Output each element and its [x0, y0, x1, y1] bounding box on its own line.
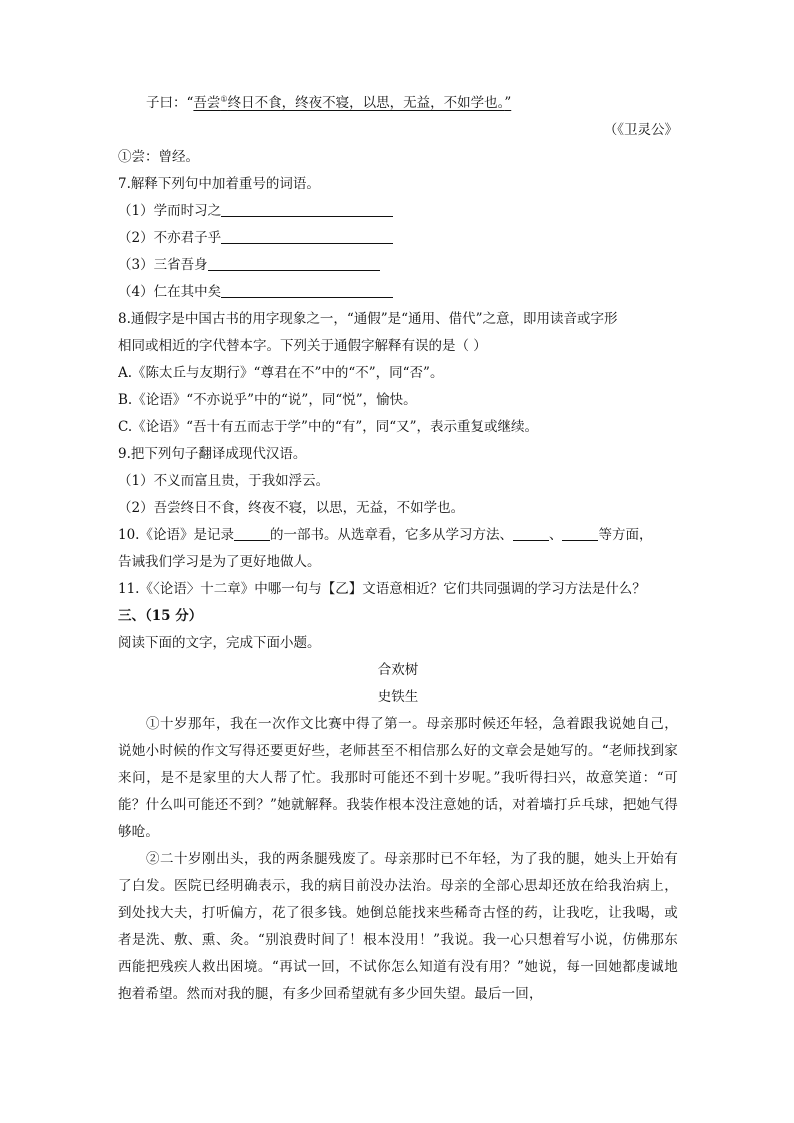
- document-page: [118, 90, 678, 1008]
- q7-item-4-text: （4）仁在其中矣: [118, 284, 222, 300]
- article-paragraph-2: ②二十岁刚出头，我的两条腿残废了。母亲那时已不年轻，为了我的腿，她头上开始有了白发。医院已经明确表示，我的病目前没办法治。母亲的全部心思却还放在给我治病上，到处找大夫，打听偏方，花了很多钱。她倒总能找来些稀奇古怪的药，让我吃，让我喝，或者是洗、敷、熏、灸。“别浪费时间了！根本没用！”我说。我一心只想着写小说，仿佛那东西能把残疾人救出困境。“再试一回，不试你怎么知道有没有用？”她说，每一回她都虔诚地抱着希望。然而对我的腿，有多少回希望就有多少回失望。最后一回，: [118, 851, 678, 1002]
- q7-item-2-text: （2）不亦君子乎: [118, 230, 222, 246]
- answer-blank[interactable]: [234, 524, 270, 541]
- section-heading: 三、（15 分）: [118, 608, 203, 624]
- q7-item-1-text: （1）学而时习之: [118, 203, 222, 219]
- section-instruction: 阅读下面的文字，完成下面小题。: [118, 635, 321, 651]
- q9-item-2: （2）吾尝终日不食，终夜不寝，以思，无益，不如学也。: [118, 500, 465, 516]
- q8-stem-line-1: 8.通假字是中国古书的用字现象之一，“通假”是“通用、借代”之意，即用读音或字形: [118, 311, 618, 327]
- q10-part-3: 、: [548, 527, 563, 543]
- q7-item-4: [118, 279, 678, 306]
- q7-item-2: [118, 225, 678, 252]
- article-paragraph-1: ①十岁那年，我在一次作文比赛中得了第一。母亲那时候还年轻，急着跟我说她自己，说她小时候的作文写得还要更好些，老师甚至不相信那么好的文章会是她写的。“老师找到家来问，是不是家里的大人帮了忙。我那时可能还不到十岁呢。”我听得扫兴，故意笑道：“可能？什么叫可能还不到？”她就解释。我装作根本没注意她的话，对着墙打乒乓球，把她气得够呛。: [118, 716, 678, 840]
- q10-part-1: 10.《论语》是记录: [118, 527, 234, 543]
- q8-option-b: B.《论语》“不亦说乎”中的“说”，同“悦”，愉快。: [118, 392, 417, 408]
- answer-blank[interactable]: [221, 200, 393, 217]
- q9-item-1: （1）不义而富且贵，于我如浮云。: [118, 473, 330, 489]
- q11-stem: 11.《〈论语〉十二章》中哪一句与【乙】文语意相近？它们共同强调的学习方法是什么？: [118, 581, 646, 597]
- q10-part-2: 的一部书。从选章看，它多从学习方法、: [269, 527, 513, 543]
- footnote-mark: ①: [220, 94, 228, 104]
- q8-option-a: A.《陈太丘与友期行》“尊君在不”中的“不”，同“否”。: [118, 365, 444, 381]
- answer-blank[interactable]: [208, 254, 380, 271]
- answer-blank[interactable]: [221, 281, 393, 298]
- quote-underlined-text: [193, 95, 511, 111]
- q9-stem: 9.把下列句子翻译成现代汉语。: [118, 446, 307, 462]
- q10-part-4: 等方面，: [598, 527, 653, 543]
- answer-blank[interactable]: [562, 524, 598, 541]
- q7-item-3-text: （3）三省吾身: [118, 257, 208, 273]
- q8-option-c: C.《论语》“吾十有五而志于学”中的“有”，同“又”，表示重复或继续。: [118, 419, 539, 435]
- answer-blank[interactable]: [513, 524, 549, 541]
- quote-source: （《卫灵公》: [603, 122, 678, 138]
- q7-stem: 7.解释下列句中加着重号的词语。: [118, 176, 320, 192]
- article-author: 史铁生: [377, 689, 419, 705]
- answer-blank[interactable]: [221, 227, 393, 244]
- q10-line-2: 告诫我们学习是为了更好地做人。: [118, 554, 321, 570]
- quote-prefix: 子曰：“: [146, 95, 194, 111]
- q8-stem-line-2: 相同或相近的字代替本字。下列关于通假字解释有误的是（ ）: [118, 338, 487, 354]
- article-title: 合欢树: [377, 662, 419, 678]
- quote-underlined-start: 吾尝: [193, 95, 221, 111]
- footnote: ①尝：曾经。: [118, 149, 199, 165]
- quote-line: [118, 90, 678, 117]
- quote-close: ”: [504, 95, 512, 111]
- quote-underlined-rest: 终日不食，终夜不寝，以思，无益，不如学也。: [227, 95, 505, 111]
- q7-item-1: [118, 198, 678, 225]
- q10-line-1: [118, 522, 678, 549]
- q7-item-3: [118, 252, 678, 279]
